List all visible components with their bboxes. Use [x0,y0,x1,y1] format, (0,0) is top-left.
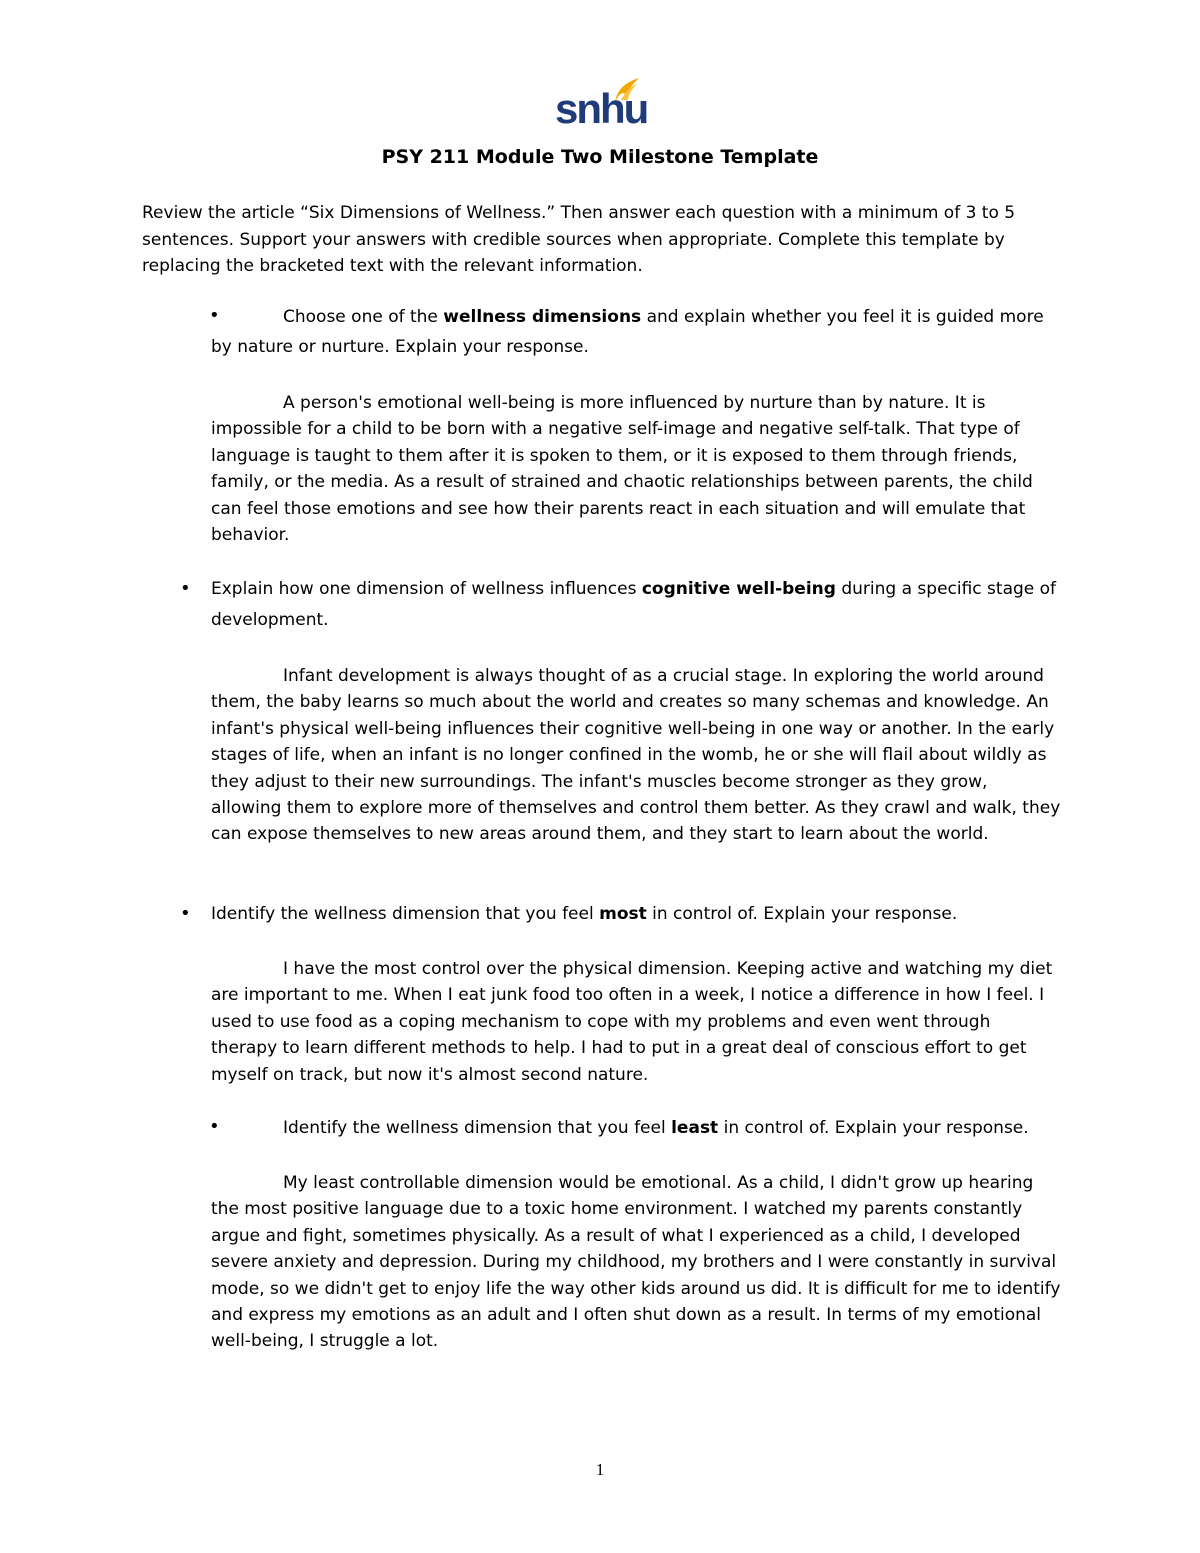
snhu-logo [555,76,648,132]
question-3-keyword: most [599,904,647,924]
answer-2: Infant development is always thought of as a crucial stage. In exploring the world around them, the baby learns so much about the world and creates so many schemas and knowledge. An infant's physical well-being influences their cognitive well-being in one way or another. In the early stages of life, when an infant is no longer confined in the womb, he or she will flail about wildly as they adjust to their new surroundings. The infant's muscles become stronger as they grow, allowing them to explore more of themselves and control them better. As they crawl and walk, they can expose themselves to new areas around them, and they start to learn about the world. [211,666,1061,845]
question-1-line-2: by nature or nurture. Explain your response. [211,337,589,357]
page-number: 1 [595,1460,605,1479]
question-1-line-1: Choose one of the wellness dimensions and explain whether you feel it is guided more [283,307,1044,327]
bullet-marker: • [209,305,220,326]
bullet-marker: • [209,1116,220,1137]
answer-4: My least controllable dimension would be emotional. As a child, I didn't grow up hearing the most positive language due to a toxic home environment. I watched my parents constantly argue and fight, sometimes physically. As a result of what I experienced as a child, I developed severe anxiety and depression. During my childhood, my brothers and I were constantly in survival mode, so we didn't get to enjoy life the way other kids around us did. It is difficult for me to identify and express my emotions as an adult and I often shut down as a result. In terms of my emotional well-being, I struggle a lot. [211,1173,1061,1352]
bullet-marker: • [180,903,191,924]
question-4-line-1: Identify the wellness dimension that you feel least in control of. Explain your response. [283,1118,1029,1138]
question-2-line-2: development. [211,610,329,630]
intro-paragraph: Review the article “Six Dimensions of Wellness.” Then answer each question with a minimum of 3 to 5 sentences. Support your answers with credible sources when appropriate. Complete this template by replacing the bracketed text with the relevant information. [142,203,1016,276]
logo-text: snhu [555,85,648,132]
question-1-keyword: wellness dimensions [443,307,642,327]
answer-3: I have the most control over the physical dimension. Keeping active and watching my diet are important to me. When I eat junk food too often in a week, I notice a difference in how I feel. I used to use food as a coping mechanism to cope with my problems and even went through therapy to learn different methods to help. I had to put in a great deal of conscious effort to get myself on track, but now it's almost second nature. [211,959,1053,1085]
question-4-keyword: least [671,1118,719,1138]
question-2-keyword: cognitive well-being [641,579,836,599]
question-2-line-1: Explain how one dimension of wellness influences cognitive well-being during a specific stage of [211,579,1057,599]
answer-1: A person's emotional well-being is more influenced by nurture than by nature. It is impossible for a child to be born with a negative self-image and negative self-talk. That type of language is taught to them after it is spoken to them, or it is exposed to them through friends, family, or the media. As a result of strained and chaotic relationships between parents, the child can feel those emotions and see how their parents react in each situation and will emulate that behavior. [211,393,1033,546]
document-title: PSY 211 Module Two Milestone Template [381,146,819,168]
question-3-line-1: Identify the wellness dimension that you feel most in control of. Explain your response. [211,904,958,924]
bullet-marker: • [180,578,191,599]
